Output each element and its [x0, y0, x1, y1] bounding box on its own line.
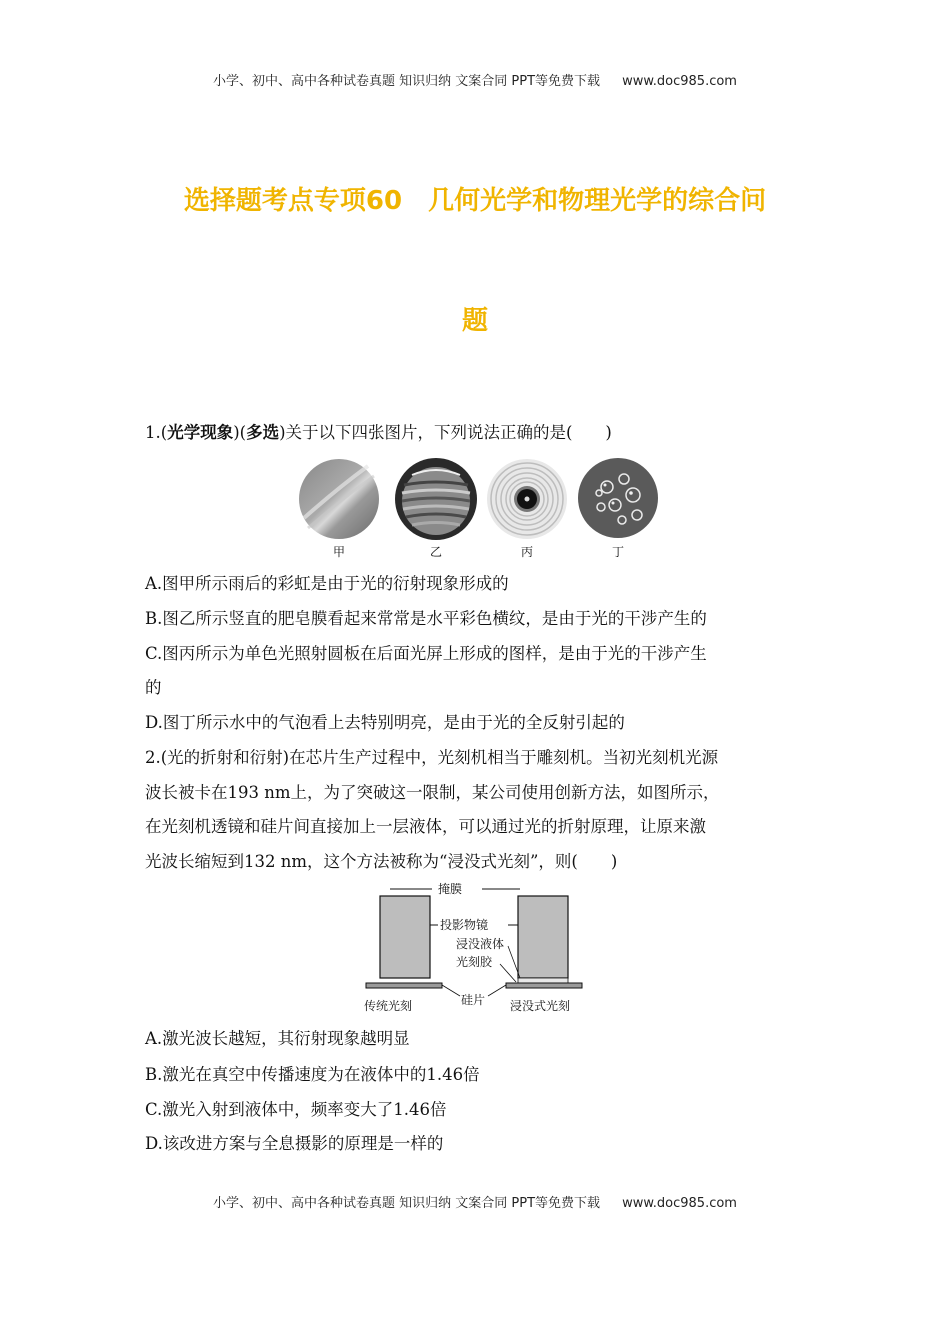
- q1-stem: 1.(光学现象)(多选)关于以下四张图片，下列说法正确的是( ): [145, 423, 612, 442]
- q2-option-d: D.该改进方案与全息摄影的原理是一样的: [145, 1134, 444, 1153]
- q1-figure-bubbles: [577, 457, 659, 539]
- header-text: 小学、初中、高中各种试卷真题 知识归纳 文案合同 PPT等免费下载: [213, 74, 601, 89]
- footer-text: 小学、初中、高中各种试卷真题 知识归纳 文案合同 PPT等免费下载: [213, 1196, 601, 1211]
- q1-tag: 光学现象: [167, 423, 234, 442]
- q1-caption-4: 丁: [611, 545, 624, 559]
- label-wafer: 硅片: [461, 993, 486, 1007]
- page-title-line2: 题: [461, 306, 488, 336]
- q2-stem-line3: 在光刻机透镜和硅片间直接加上一层液体，可以通过光的折射原理，让原来激: [145, 817, 706, 836]
- q2-option-b: B.激光在真空中传播速度为在液体中的1.46倍: [145, 1065, 480, 1084]
- q1-option-a: A.图甲所示雨后的彩虹是由于光的衍射现象形成的: [145, 574, 509, 593]
- q2-stem-line2: 波长被卡在193 nm上，为了突破这一限制，某公司使用创新方法，如图所示，: [145, 783, 720, 802]
- page-header: [0, 70, 950, 89]
- right-projection-lens: [518, 896, 568, 978]
- q2-lithography-diagram: [360, 880, 590, 1016]
- right-wafer: [506, 983, 582, 988]
- left-wafer: [366, 983, 442, 988]
- q2-option-a: A.激光波长越短，其衍射现象越明显: [145, 1029, 410, 1048]
- q1-caption-1: 甲: [332, 545, 345, 559]
- header-url[interactable]: www.doc985.com: [622, 74, 737, 89]
- q1-option-c: C.图丙所示为单色光照射圆板在后面光屏上形成的图样，是由于光的干涉产生: [145, 644, 707, 663]
- label-immersion: 浸没式光刻: [510, 999, 571, 1013]
- q2-stem-line4: 光波长缩短到132 nm，这个方法被称为“浸没式光刻”，则( ): [145, 852, 618, 871]
- q1-caption-2: 乙: [429, 545, 442, 559]
- q2-stem-line1: 2.(光的折射和衍射)在芯片生产过程中，光刻机相当于雕刻机。当初光刻机光源: [145, 748, 719, 767]
- q1-multi-tag: 多选: [246, 423, 280, 442]
- q1-option-c-cont: 的: [145, 678, 162, 697]
- page-title-line1: 选择题考点专项60 几何光学和物理光学的综合问: [183, 186, 767, 216]
- q1-option-b: B.图乙所示竖直的肥皂膜看起来常常是水平彩色横纹，是由于光的干涉产生的: [145, 609, 707, 628]
- label-resist: 光刻胶: [456, 955, 493, 969]
- q1-caption-3: 丙: [520, 545, 533, 559]
- q1-figure-soap-film: [394, 457, 478, 541]
- label-lens: 投影物镜: [440, 918, 489, 932]
- left-projection-lens: [380, 896, 430, 978]
- footer-url[interactable]: www.doc985.com: [622, 1196, 737, 1211]
- q1-figure-poisson-spot: [486, 458, 568, 540]
- q1-option-d: D.图丁所示水中的气泡看上去特别明亮，是由于光的全反射引起的: [145, 713, 625, 732]
- q1-figure-rainbow: [298, 458, 380, 540]
- label-traditional: 传统光刻: [364, 999, 413, 1013]
- label-liquid: 浸没液体: [456, 937, 505, 951]
- q2-option-c: C.激光入射到液体中，频率变大了1.46倍: [145, 1100, 447, 1119]
- page-footer: [0, 1192, 950, 1211]
- label-mask: 掩膜: [438, 882, 463, 896]
